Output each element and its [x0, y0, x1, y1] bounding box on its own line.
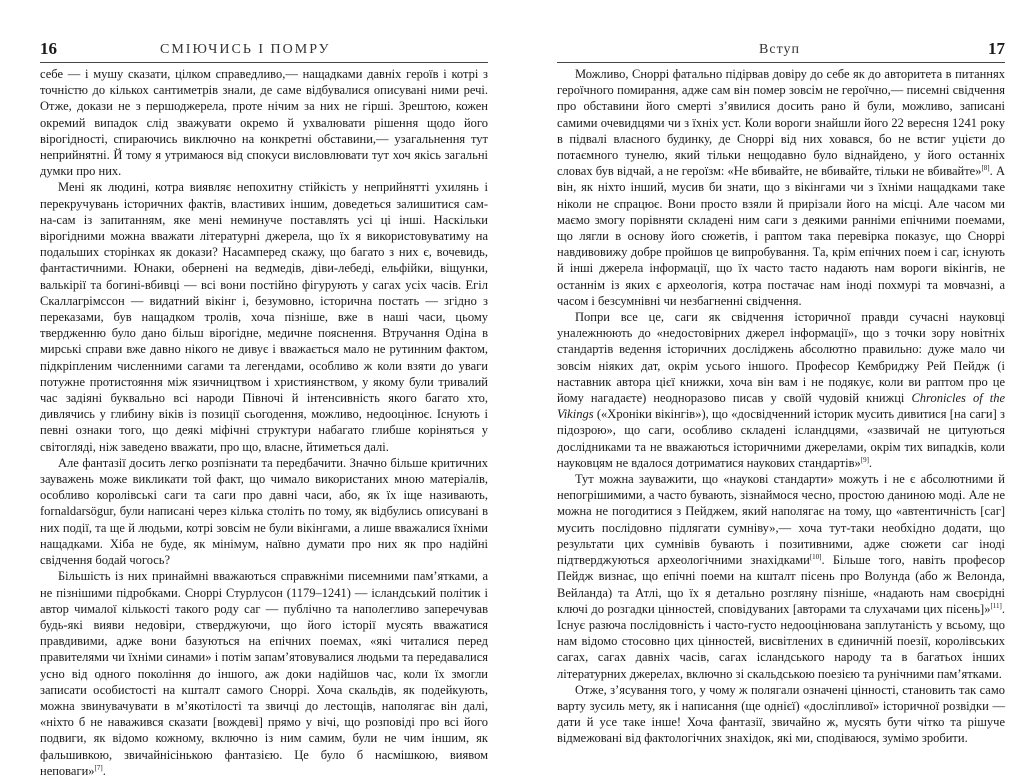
paragraph-text: Можливо, Сноррі фатально підірвав довіру до себе як до авторитета в питаннях героїчного помирання, адже сам він помер зовсім не героїчно,— писемні свідчення про обставини його смерті з’явилися досить рано й були, можливо, записані самими очевидцями чи з їхніх уст. Коли вороги знайшли його 22 вересня 1241 року в підвалі власного будинку, де Сноррі від них ховався, бо не встиг уцієти до потаємного тунелю, який тільки нещодавно було віднайдено, у його останніх словах був відчай, а не героїзм: «Не вбивайте, не вбивайте, тільки не вбивайте» [557, 67, 1005, 179]
paragraph [557, 66, 1005, 309]
footnote-ref: [9] [860, 455, 869, 464]
paragraph-text: Попри все це, саги як свідчення історичної правди сучасні науковці уналежнюють до «недостовірних джерел інформації», що з точки зору новітніх стандартів ведення історичних досліджень абсолютно правильно: дуже мало чи зовсім ніяких дат, окрім усього іншого. Професор Кембриджу Рей Пейдж (і наставник автора цієї книжки, хоча він вам і не подякує, коли ви раптом про це йому нагадаєте) неодноразово писав у своїй чудовій книжці [557, 310, 1005, 406]
right-page [557, 0, 1006, 746]
paragraph-text: Більшість із них принаймні вважаються справжніми писемними пам’ятками, а не пізнішими підробками. Сноррі Стурлусон (1179–1241) — ісландський політик і автор чималої кількості такого роду саг — публічно та наполегливо заперечував будь-які вияви недовіри, стверджуючи, що його історії мусять вважатися правдивими, адже вони базуються на епічних поемах, «які читалися перед правителями чи їхніми синами» і потім запам’ятовувалися людьми та передавалися усно від одного покоління до іншого, аж доки надійшов час, коли їх змогли записати особистості на кшталт самого Сноррі. Хоча скальдів, як подейкують, можна звинувачувати в м’якотілості та звичці до лестощів, наполягає він далі, «ніхто б не наважився сказати [вождеві] прямо у вічі, що розповіді про всі його подвиги, як відомо кожному, включно із ним самим, були не чим іншим, як фальшивкою, звичайнісінькою фантазією. Це було б насмішкою, виявом неповаги» [40, 569, 488, 778]
page-number: 16 [40, 39, 57, 58]
footnote-ref: [11] [990, 601, 1002, 610]
paragraph [557, 471, 1005, 682]
paragraph: Мені як людині, котра виявляє непохитну стійкість у неприйнятті ухилянь і перекручувань історичних фактів, властивих іншим, доведеться залишитися сам-на-сам із запитанням, яке мені неминуче поставлять усі ці інші. Наскільки вірогідними можна вважати літературні джерела, що їх я використовуватиму на подальших сторінках як докази? Насамперед скажу, що багато з них є, вочевидь, фантастичними. Юнаки, обернені на ведмедів, діви-лебеді, ельфійки, віщунки, валькірії та богині-вбивці — всі вони постійно фігурують у сагах усіх часів. Егіл Скаллагрімссон — видатний вікінг і, безумовно, історична постать — згідно з переказами, був нащадком тролів, хоча пізніше, вже в наші часи, цьому твердженню було дано більш вірогідне, медичне пояснення. Втручання Одіна в мирські справи вже давно нікого не дивує і вважається мало не рутинним фактом, підкріпленим численними сагами та легендами, особливо ж коли взяти до уваги потужне протистояння між язичництвом і християнством, у якому були тривалий час задіяні буквально всі народи Півночі й інтенсивність якого багато хто, дивлячись у глибину віків із позиції сьогодення, можливо, недооцінює. Існують і певні ознаки того, що деякі міфічні структури набагато глибше коріняться у світогляді, ніж заведено вважати, про що, власне, йтиметься далі. [40, 180, 488, 454]
right-page-text [557, 66, 1005, 747]
footnote-ref: [8] [981, 164, 990, 173]
left-page-text [40, 66, 488, 779]
paragraph-text: Тут можна зауважити, що «наукові стандарти» можуть і не є абсолютними й непогрішимими, а часто бувають, зізнаймося чесно, простою даниною моді. Але не можна не погодитися з Пейджем, який наполягає на тому, що «автентичність [саг] мусить послідовно підлягати сумніву»,— хоча тут-таки необхідно додати, що результати цих сумнівів бувають і позитивними, адже сюжети саг іноді підтверджуються археологічними знахідками [557, 472, 1005, 568]
paragraph: Отже, з’ясування того, у чому ж полягали означені цінності, становить так само варту зусиль мету, як і написання (ще однієї) «досліпливої» історичної розвідки — дати й усе таке інше! Хоча фантазії, звичайно ж, мусять бути чітко та рішуче відмежовані від фактологічних знахідок, які ми, сподіваюся, зумімо зробити. [557, 682, 1005, 746]
paragraph-text: («Хроніки вікінгів»), що «досвідченний історик мусить дивитися [на саги] з підозрою», що саги, особливо складені ісландцями, «зазвичай не цитуються дослідниками та не вважаються історичними джерелами, окрім тих випадків, коли науковцям не вдалося дотриматися наукових стандартів» [557, 407, 1005, 470]
right-page-header [557, 40, 1005, 63]
paragraph-text: . Існує разюча послідовність і часто-густо недооцінювана заплутаність у всьому, що нам відомо стосовно цих цінностей, висвітлених в єдиничній поезії, королівських сагах, сагах давніх часів, сагах ісландського народу та в багатьох інших літературних джерелах, включно зі скальдською поезією та рунічними пам’ятками. [557, 601, 1005, 681]
paragraph: себе — і мушу сказати, цілком справедливо,— нащадками давніх героїв і котрі з точністю до кількох сантиметрів знали, де саме відбувалися описувані ними речі. Отже, докази не з першоджерела, проте нічим за них не гірші. Зрештою, кожен окремий випадок слід зважувати окремо й ухвалювати рішення щодо його вірогідності, спираючись виключно на конкретні обставини,— узагальнення тут неприйнятні. Й тому я утримаюся від спокуси висловлювати тут хоч якісь загальні думки про них. [40, 67, 488, 179]
paragraph: Більшість із них принаймні вважаються справжніми писемними пам’ятками, а не пізнішими підробками. Сноррі Стурлусон (1179–1241) — ісландський політик і автор чималої кількості такого роду саг — публічно та наполегливо заперечував будь-які вияви недовіри, стверджуючи, що його історії мусять вважатися правдивими, адже вони базуються на епічних поемах, «які читалися перед правителями чи їхніми синами» і потім запам’ятовувалися людьми та передавалися усно від одного покоління до іншого, аж доки надійшов час, коли їх змогли записати особистості на кшталт самого Сноррі. Хоча скальдів, як подейкують, можна звинувачувати в м’якотілості та звичці до лестощів, наполягає він далі, «ніхто б не наважився сказати [вождеві] прямо у вічі, що розповіді про всі його подвиги, як відомо кожному, включно із ним самим, були не чим іншим, як фальшивкою, звичайнісінькою фантазією. Це було б насмішкою, виявом неповаги»[7]. [40, 569, 488, 778]
book-title: Chronicles of the Vikings [557, 391, 1006, 422]
running-head: Вступ [759, 42, 800, 57]
paragraph: Попри все це, саги як свідчення історичної правди сучасні науковці уналежнюють до «недостовірних джерел інформації», що з точки зору новітніх стандартів ведення історичних досліджень абсолютно правильно: дуже мало чи зовсім ніяких дат, окрім усього іншого. Професор Кембриджу Рей Пейдж (і наставник автора цієї книжки, хоча він вам і не подякує, коли ви раптом про це йому нагадаєте) неодноразово писав у своїй чудовій книжці Chronicles of the Vikings («Хроніки вікінгів»), що «досвідченний історик мусить дивитися [на саги] з підозрою», що саги, особливо складені ісландцями, «зазвичай не цитуються дослідниками та не вважаються історичними джерелами, окрім тих випадків, коли науковцям не вдалося дотриматися наукових стандартів»[9]. [557, 310, 1006, 470]
paragraph-text: . А він, як ніхто інший, мусив би знати, що з вікінгами чи з їхніми нащадками таке ніколи не спрацює. Вони просто взяли й прирізали його на місці. Але часом ми маємо змогу порівняти складені ним саги з деякими ранніми епічними поемами, що лягли в основу його сюжетів, і раптом така перевірка показує, що Сноррі навдивовижу добре пройшов це випробування. Та, крім епічних поем і саг, існують й інші джерела інформації, що їх часто тасто надають нам вороги вікінгів, не останнім із яких є археологія, котра постачає нам іноді похмурі та мовчазні, а часом і безсумнівні чи незбагненні свідчення. [557, 164, 1005, 308]
page-number: 17 [988, 39, 1005, 58]
footnote-ref: [7] [94, 763, 103, 772]
left-page-header [40, 40, 488, 63]
running-head: СМІЮЧИСЬ І ПОМРУ [160, 42, 331, 57]
paragraph: Але фантазії досить легко розпізнати та передбачити. Значно більше критичних зауважень може викликати той факт, що чимало використаних мною матеріалів, особливо королівські саги та саги про давні часи, або, як їх іще називають, fornaldarsögur, були написані через кілька століть по тому, як відбулись описувані в них події, та ще й людьми, котрі зовсім не були вікінгами, а лише вважалися їхніми нащадками. Хіба не буде, як мінімум, наївно думати про них як про надійні свідчення бодай чогось? [40, 455, 488, 568]
paragraph-text: . Більше того, навіть професор Пейдж визнає, що епічні поеми на кшталт пісень про Волунда (або ж Велонда, Вейланда) та Атлі, що їх я детально розгляну пізніше, «надають нам своєрідні ключі до розгадки цінностей, сповідуваних [авторами та слухачами цих пісень]» [557, 553, 1005, 616]
left-page [40, 0, 488, 778]
footnote-ref: [10] [809, 552, 822, 561]
